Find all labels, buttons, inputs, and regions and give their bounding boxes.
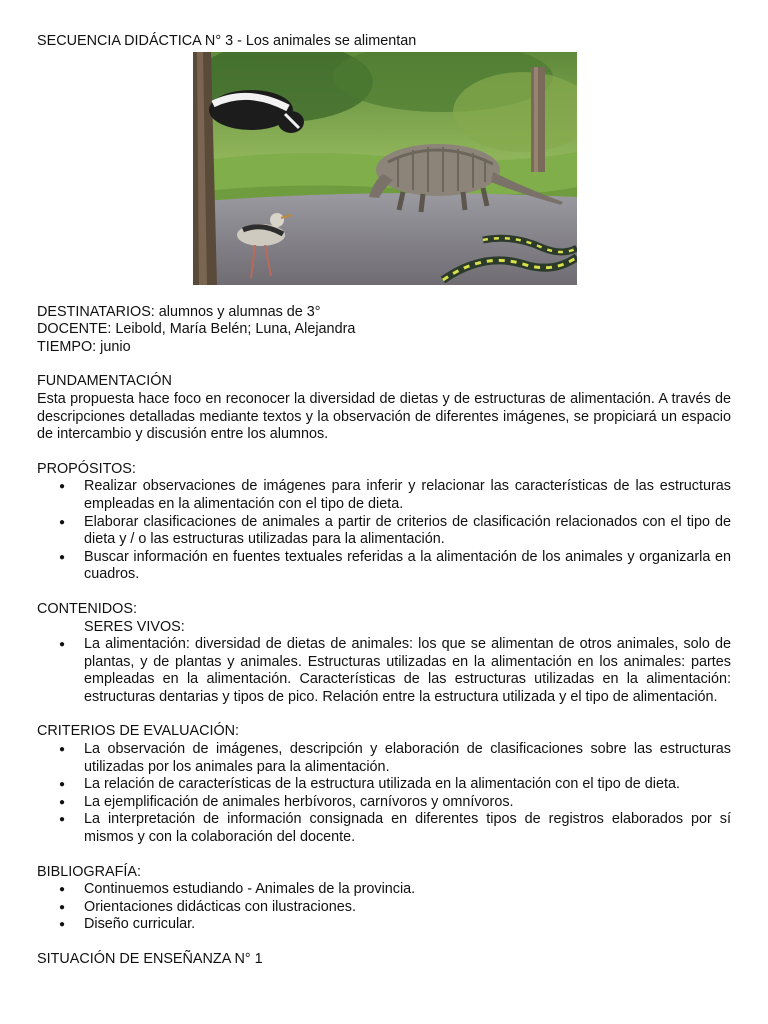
document-title: SECUENCIA DIDÁCTICA N° 3 - Los animales se alimentan [37, 33, 417, 49]
criterios-section [37, 723, 731, 846]
list-item: ● La observación de imágenes, descripción y elaboración de clasificaciones sobre las estructuras utilizadas por los animales para la alimentación. [37, 741, 731, 776]
list-item: ● Orientaciones didácticas con ilustraciones. [37, 899, 731, 917]
docente-line: DOCENTE: Leibold, María Belén; Luna, Alejandra [37, 321, 356, 338]
list-item: ● La ejemplificación de animales herbívoros, carnívoros y omnívoros. [37, 794, 731, 812]
meta-block [37, 304, 731, 357]
situacion-section [37, 951, 731, 969]
illustration-animals [193, 52, 577, 285]
animals-scene-drawing [193, 52, 577, 285]
bibliografia-section [37, 864, 731, 934]
contenidos-heading: CONTENIDOS: [37, 600, 137, 617]
fundamentacion-heading: FUNDAMENTACIÓN [37, 373, 172, 390]
list-item: ● La alimentación: diversidad de dietas de animales: los que se alimentan de otros animales, solo de plantas, y de plantas y animales. Estructuras utilizadas en la alimentación en los animales: partes empleadas en la alimentación. Características de las estructuras utilizadas en la alimentación: estructuras dentarias y tipos de pico. Relación entre la estructura utilizada y el tipo de alimentación. [37, 636, 731, 706]
list-item: ● Elaborar clasificaciones de animales a partir de criterios de clasificación relacionados con el tipo de dieta y / o las estructuras utilizadas para la alimentación. [37, 514, 731, 549]
list-item: ● Continuemos estudiando - Animales de la provincia. [37, 881, 731, 899]
fundamentacion-text: Esta propuesta hace foco en reconocer la diversidad de dietas y de estructuras de alimentación. A través de descripciones detalladas mediante textos y la observación de diferentes imágenes, se propiciará un espacio de intercambio y discusión entre los alumnos. [37, 390, 731, 443]
list-item: ● La relación de características de la estructura utilizada en la alimentación con el tipo de dieta. [37, 776, 731, 794]
list-item: ● Buscar información en fuentes textuales referidas a la alimentación de los animales y organizarla en cuadros. [37, 549, 731, 584]
list-item: ● Realizar observaciones de imágenes para inferir y relacionar las características de las estructuras empleadas en la alimentación con el tipo de dieta. [37, 478, 731, 513]
fundamentacion-section [37, 373, 731, 443]
situacion-heading: SITUACIÓN DE ENSEÑANZA N° 1 [37, 951, 263, 967]
destinatarios-line: DESTINATARIOS: alumnos y alumnas de 3° [37, 303, 321, 320]
criterios-heading: CRITERIOS DE EVALUACIÓN: [37, 723, 240, 740]
list-item: ● La interpretación de información consignada en diferentes tipos de registros elaborados por sí mismos y con la colaboración del docente. [37, 811, 731, 846]
contenidos-list [37, 636, 731, 706]
contenidos-subheading: SERES VIVOS: [84, 618, 185, 635]
bibliografia-list [37, 881, 731, 934]
contenidos-section [37, 601, 731, 707]
criterios-list [37, 741, 731, 847]
propositos-section [37, 461, 731, 584]
tiempo-line: TIEMPO: junio [37, 338, 131, 355]
bibliografia-heading: BIBLIOGRAFÍA: [37, 863, 141, 880]
propositos-heading: PROPÓSITOS: [37, 460, 136, 477]
propositos-list [37, 478, 731, 584]
list-item: ● Diseño curricular. [37, 916, 731, 934]
